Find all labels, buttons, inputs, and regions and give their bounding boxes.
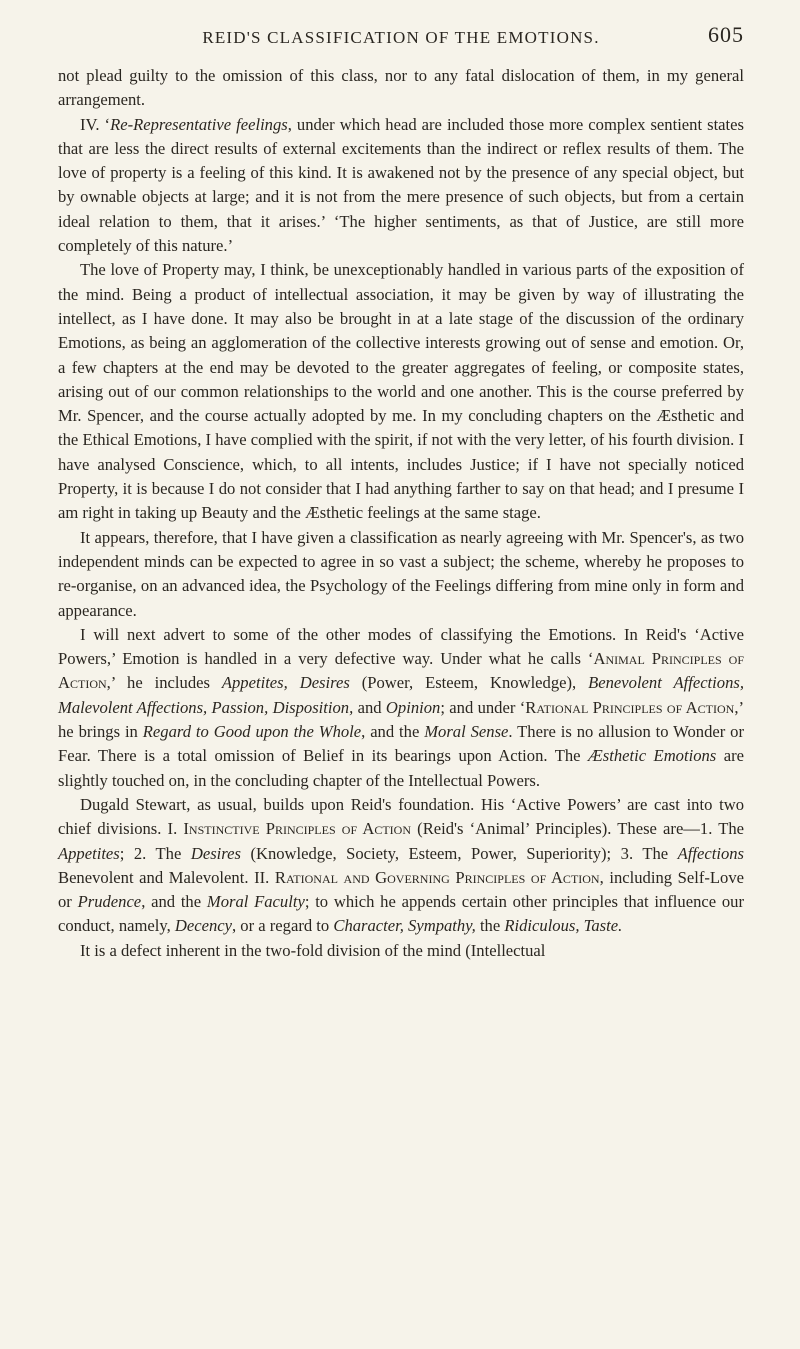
paragraph-two-fold-division — [58, 939, 744, 963]
paragraph-dugald-stewart — [58, 793, 744, 939]
text-run: It is a defect inherent in the two-fold division of the mind (Intellectual — [80, 940, 546, 960]
text-run: (Power, Esteem, Knowledge), — [349, 673, 589, 693]
text-run: Benevolent and Malevolent. II. — [58, 867, 275, 887]
text-run: , or a regard to — [232, 916, 334, 936]
text-run: , under which head are included those more complex sentient states that are less the direct results of external excitements than the indirect or reflex results of them. The love of property is a feeling of this kind. It is awakened not by the presence of any special object, but by ownable objects at large; and it is not from the mere presence of such objects, but from a certain ideal relation to them, that it arises.’ ‘The higher sentiments, as that of Justice, are still more completely of this nature.’ — [58, 114, 744, 256]
paragraph-continuation — [58, 64, 744, 113]
italic-phrase: Prudence — [77, 892, 142, 912]
text-run: , and the — [141, 892, 207, 912]
text-run: ,’ he brings in — [58, 697, 745, 742]
italic-phrase: Affections — [677, 843, 745, 863]
paragraph-reid-active-powers — [58, 623, 744, 793]
italic-phrase: Æsthetic Emotions — [588, 746, 717, 766]
italic-phrase: Benevolent Affections, Malevolent Affections, Passion, Disposition, — [58, 673, 744, 717]
small-caps-phrase: Instinctive Principles of Action — [183, 819, 412, 839]
italic-phrase: Ridiculous, Taste. — [504, 916, 623, 936]
text-run: ,’ he includes — [106, 673, 222, 693]
text-run: ; 2. The — [119, 843, 191, 863]
text-run: , and the — [361, 722, 425, 742]
running-title: REID'S CLASSIFICATION OF THE EMOTIONS. — [202, 28, 600, 47]
text-run: (Knowledge, Society, Esteem, Power, Superiority); 3. The — [240, 843, 678, 863]
small-caps-phrase: Animal Principles of Action — [58, 649, 744, 693]
text-run: It appears, therefore, that I have given a classification as nearly agreeing with Mr. Spencer's, as two independent minds can be expected to agree in so vast a subject; the scheme, whereby he proposes to re-organise, on an advanced idea, the Psychology of the Feelings differing from mine only in form and appearance. — [58, 527, 744, 620]
text-run: I will next advert to some of the other modes of classifying the Emotions. In Reid's ‘Active Powers,’ Emotion is handled in a very defective way. Under what he calls ‘ — [58, 624, 744, 669]
italic-phrase: Decency — [174, 916, 232, 936]
text-run: , including Self-Love or — [58, 867, 745, 912]
body-text — [58, 64, 744, 963]
small-caps-phrase: Rational Principles of Action — [525, 697, 735, 717]
paragraph-love-of-property — [58, 258, 744, 525]
text-run: the — [475, 916, 505, 936]
italic-phrase: Appetites — [58, 843, 120, 863]
italic-phrase: Opinion — [385, 697, 441, 717]
italic-phrase: Regard to Good upon the Whole — [142, 722, 362, 742]
italic-phrase: Appetites, Desires — [221, 673, 350, 693]
text-run: The love of Property may, I think, be unexceptionably handled in various parts of the exposition of the mind. Being a product of intellectual association, it may be given by way of illustrating the intellect, as I have done. It may also be brought in at a late stage of the discussion of the ordinary Emotions, as being an agglomeration of the collective interests growing out of sense and emotion. Or, a few chapters at the end may be devoted to the greater aggregates of feeling, or composite states, arising out of our common relationships to the world and one another. This is the course preferred by Mr. Spencer, and the course actually adopted by me. In my concluding chapters on the Æsthetic and the Ethical Emotions, I have complied with the spirit, if not with the very letter, of his fourth division. I have analysed Conscience, which, to all intents, includes Justice; if I have not specially noticed Property, it is because I do not consider that I had anything farther to say on that head; and I presume I am right in taking up Beauty and the Æsthetic feelings at the same stage. — [58, 260, 744, 523]
paragraph-re-representative-feelings — [58, 113, 744, 259]
text-run: Dugald Stewart, as usual, builds upon Reid's foundation. His ‘Active Powers’ are cast into two chief divisions. I. — [58, 794, 744, 839]
paragraph-classification-agreement — [58, 526, 744, 623]
italic-phrase: Character, Sympathy, — [333, 916, 476, 936]
page-number: 605 — [708, 22, 744, 47]
italic-phrase: Moral Sense — [424, 722, 509, 742]
text-run: and — [353, 697, 386, 717]
text-run: are slightly touched on, in the concluding chapter of the Intellectual Powers. — [58, 746, 744, 790]
italic-phrase: Moral Faculty — [206, 892, 305, 912]
italic-phrase: Re-Representative feelings — [110, 114, 288, 134]
italic-phrase: Desires — [190, 843, 241, 863]
text-run: IV. ‘ — [80, 114, 111, 134]
text-run: (Reid's ‘Animal’ Principles). These are—1. The — [411, 819, 744, 839]
text-run: not plead guilty to the omission of this class, nor to any fatal dislocation of them, in my general arrangement. — [58, 66, 744, 110]
text-run: ; to which he appends certain other principles that influence our conduct, namely, — [58, 892, 744, 936]
running-head — [58, 18, 744, 54]
text-run: ; and under ‘ — [440, 697, 526, 717]
text-run: . There is no allusion to Wonder or Fear. There is a total omission of Belief in its bearings upon Action. The — [58, 722, 745, 766]
small-caps-phrase: Rational and Governing Principles of Action — [274, 867, 600, 887]
